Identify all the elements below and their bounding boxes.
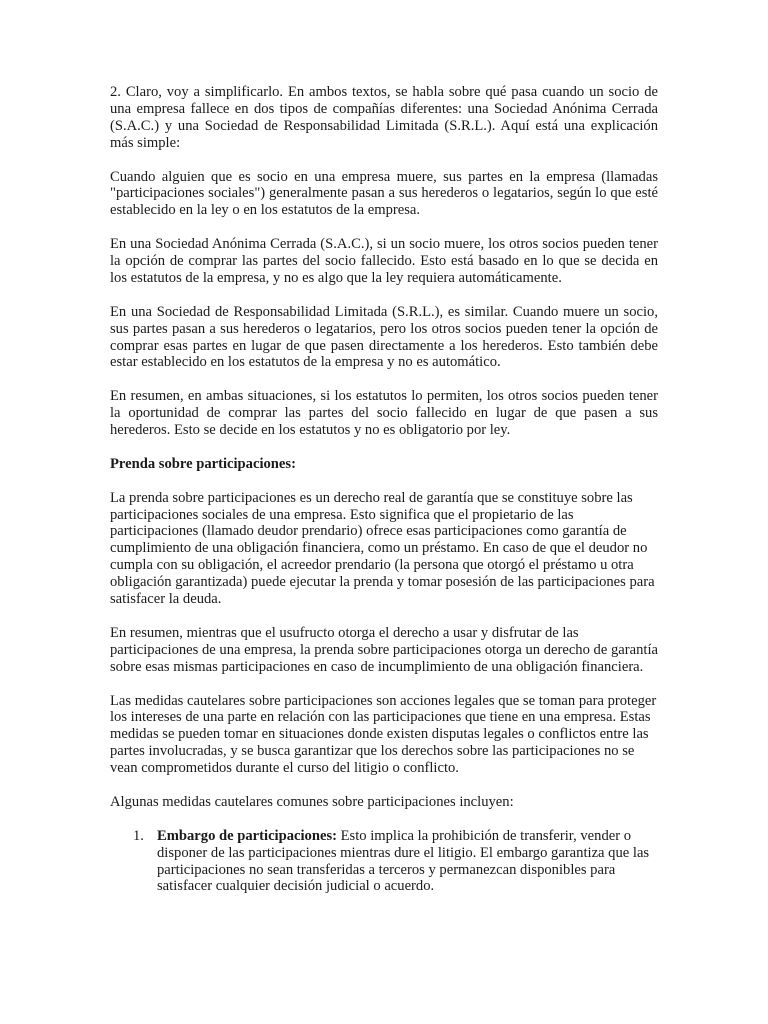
list-item-term: Embargo de participaciones: <box>157 827 337 844</box>
paragraph-heirs: Cuando alguien que es socio en una empresa muere, sus partes en la empresa (llamadas "participaciones sociales") generalmente pasan a sus herederos o legatarios, según lo que esté establecido en la ley o en los estatutos de la empresa. <box>110 168 658 219</box>
paragraph-medidas-cautelares: Las medidas cautelares sobre participaciones son acciones legales que se toman para proteger los intereses de una parte en relación con las participaciones que tiene en una empresa. Estas medidas se pueden tomar en situaciones donde existen disputas legales o conflictos entre las partes involucradas, y se busca garantizar que los derechos sobre las participaciones no se vean comprometidos durante el curso del litigio o conflicto. <box>110 692 657 777</box>
list-item <box>110 828 658 896</box>
list-item-number: 1. <box>133 827 144 844</box>
paragraph-intro: 2. Claro, voy a simplificarlo. En ambos textos, se habla sobre qué pasa cuando un socio de una empresa fallece en dos tipos de compañías diferentes: una Sociedad Anónima Cerrada (S.A.C.) y una Sociedad de Responsabilidad Limitada (S.R.L.). Aquí está una explicación más simple: <box>110 84 658 151</box>
paragraph-sac: En una Sociedad Anónima Cerrada (S.A.C.), si un socio muere, los otros socios pueden tener la opción de comprar las partes del socio fallecido. Esto está basado en lo que se decida en los estatutos de la empresa, y no es algo que la ley requiera automáticamente. <box>110 236 658 286</box>
paragraph-summary: En resumen, en ambas situaciones, si los estatutos lo permiten, los otros socios pueden tener la oportunidad de comprar las partes del socio fallecido en lugar de que pasen a sus herederos. Esto se decide en los estatutos y no es obligatorio por ley. <box>110 388 658 439</box>
section-heading-prenda: Prenda sobre participaciones: <box>110 455 296 472</box>
paragraph-prenda: La prenda sobre participaciones es un derecho real de garantía que se constituye sobre las participaciones sociales de una empresa. Esto significa que el propietario de las participaciones (llamado deudor prendario) ofrece esas participaciones como garantía de cumplimiento de una obligación financiera, como un préstamo. En caso de que el deudor no cumpla con su obligación, el acreedor prendario (la persona que otorgó el préstamo u otra obligación garantizada) puede ejecutar la prenda y tomar posesión de las participaciones para satisfacer la deuda. <box>110 489 655 608</box>
paragraph-usufructo-summary: En resumen, mientras que el usufructo otorga el derecho a usar y disfrutar de las participaciones de una empresa, la prenda sobre participaciones otorga un derecho de garantía sobre esas mismas participaciones en caso de incumplimiento de una obligación financiera. <box>110 624 658 675</box>
measures-list <box>110 828 658 896</box>
paragraph-list-intro: Algunas medidas cautelares comunes sobre participaciones incluyen: <box>110 793 514 810</box>
document-page <box>110 84 658 895</box>
paragraph-srl: En una Sociedad de Responsabilidad Limitada (S.R.L.), es similar. Cuando muere un socio, sus partes pasan a sus herederos o legatarios, pero los otros socios pueden tener la opción de comprar esas partes en lugar de que pasen directamente a los herederos. Esto también debe estar establecido en los estatutos de la empresa y no es automático. <box>110 303 658 371</box>
list-item-text: Esto implica la prohibición de transferir, vender o disponer de las participaciones mientras dure el litigio. El embargo garantiza que las participaciones no sean transferidas a terceros y permanezcan disponibles para satisfacer cualquier decisión judicial o acuerdo. <box>157 827 650 895</box>
